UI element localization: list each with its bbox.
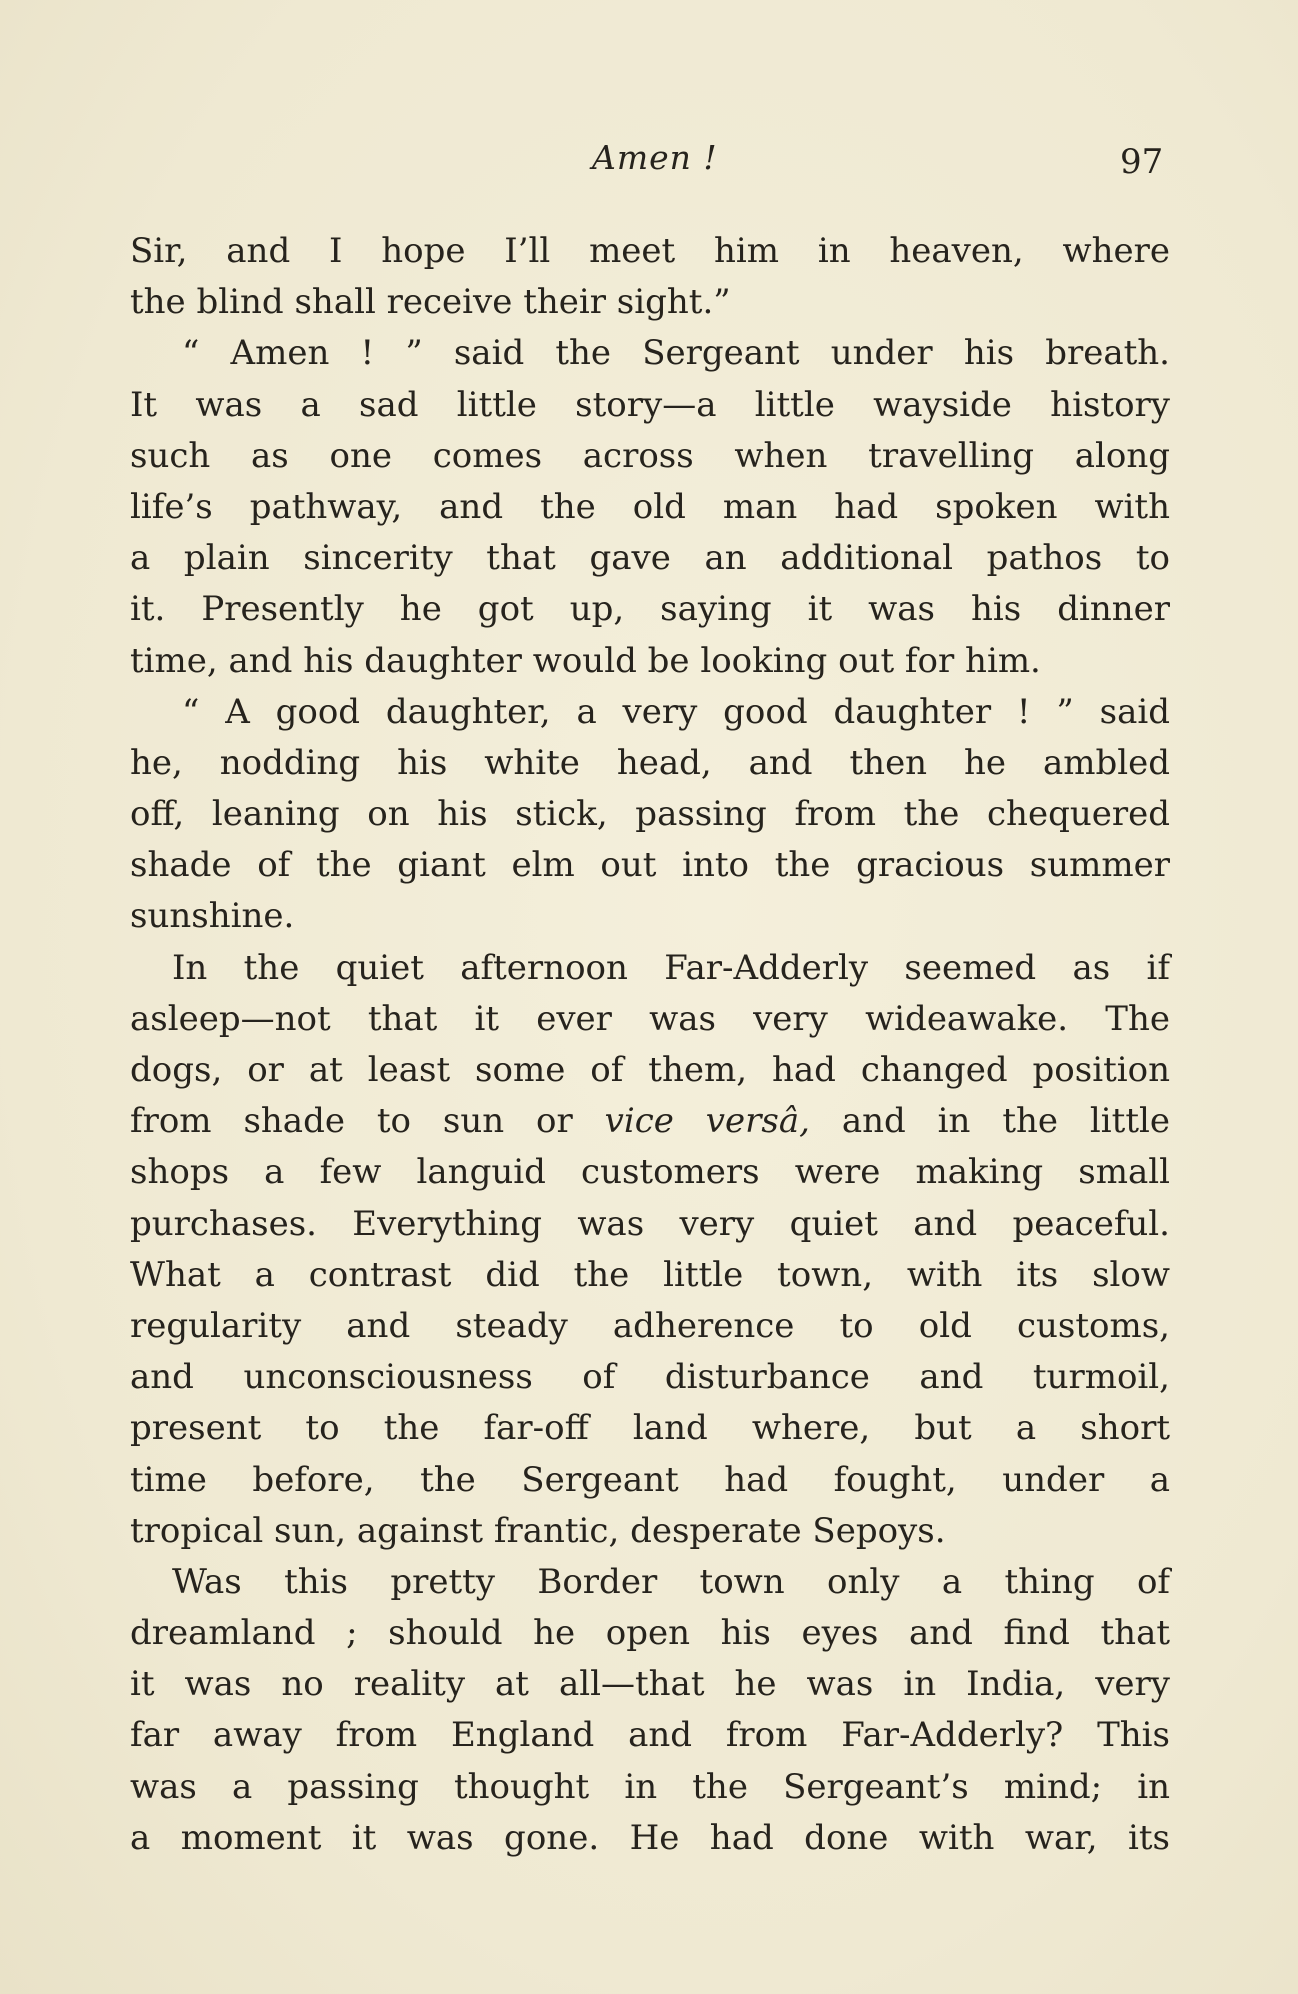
text-line: Was this pretty Border town only a thing of: [172, 1561, 1170, 1602]
italic-phrase: vice versâ,: [604, 1101, 810, 1142]
text-line: asleep—not that it ever was very wideawake. The: [130, 998, 1170, 1039]
text-line: Sir, and I hope I’ll meet him in heaven, where: [130, 231, 1170, 271]
text-line: was a passing thought in the Sergeant’s mind; in: [130, 1766, 1170, 1807]
text-segment: and in the little: [841, 1101, 1170, 1142]
text-line: “ Amen ! ” said the Sergeant under his breath.: [182, 333, 1170, 374]
running-head: [0, 138, 1298, 188]
text-line-mixed: [130, 1096, 1170, 1147]
text-line: and unconsciousness of disturbance and turmoil,: [130, 1357, 1170, 1398]
text-line: he, nodding his white head, and then he ambled: [130, 742, 1170, 783]
text-line: tropical sun, against frantic, desperate Sepoys.: [130, 1510, 946, 1551]
text-line: such as one comes across when travelling along: [130, 435, 1170, 476]
text-line: In the quiet afternoon Far-Adderly seemed as if: [172, 947, 1170, 988]
text-line: “ A good daughter, a very good daughter ! ” said: [182, 691, 1170, 732]
page-number: 97: [1120, 142, 1164, 182]
running-title: Amen !: [592, 138, 718, 177]
text-line: it. Presently he got up, saying it was his dinner: [130, 589, 1170, 630]
text-line: the blind shall receive their sight.”: [130, 282, 731, 323]
text-line: time before, the Sergeant had fought, under a: [130, 1459, 1170, 1500]
text-line: far away from England and from Far-Adderly? This: [130, 1715, 1170, 1756]
text-line: life’s pathway, and the old man had spoken with: [130, 486, 1170, 527]
text-line: dreamland ; should he open his eyes and find that: [130, 1613, 1170, 1654]
text-line: shops a few languid customers were making small: [130, 1152, 1170, 1193]
text-line: a moment it was gone. He had done with war, its: [130, 1817, 1170, 1858]
text-line: it was no reality at all—that he was in India, very: [130, 1664, 1170, 1705]
text-line: off, leaning on his stick, passing from the chequered: [130, 794, 1170, 835]
text-line: What a contrast did the little town, with its slow: [130, 1254, 1170, 1295]
text-line: a plain sincerity that gave an additional pathos to: [130, 538, 1170, 579]
text-segment: from shade to sun or: [130, 1101, 573, 1142]
body-text: [130, 226, 1170, 1864]
text-line: present to the far-off land where, but a short: [130, 1408, 1170, 1449]
text-line: time, and his daughter would be looking out for him.: [130, 640, 1041, 681]
text-line: sunshine.: [130, 896, 295, 937]
text-line: purchases. Everything was very quiet and peaceful.: [130, 1203, 1170, 1244]
text-line: dogs, or at least some of them, had changed position: [130, 1050, 1170, 1090]
text-line: It was a sad little story—a little wayside history: [130, 384, 1170, 425]
text-line: shade of the giant elm out into the gracious summer: [130, 845, 1170, 886]
text-line: regularity and steady adherence to old customs,: [130, 1305, 1170, 1346]
